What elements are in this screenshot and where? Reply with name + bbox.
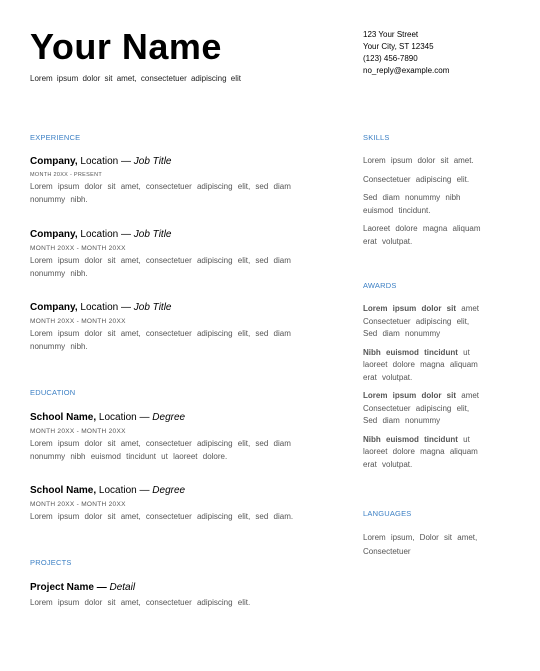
contact-city: Your City, ST 12345 <box>363 42 434 51</box>
award-item <box>363 303 485 341</box>
project-name: Project Name — <box>30 582 107 593</box>
degree: Degree <box>152 485 186 496</box>
entry-description: Lorem ipsum dolor sit amet, consectetuer adipiscing elit, sed diam nonummy nibh. <box>30 182 291 204</box>
entry-description: Lorem ipsum dolor sit amet, consectetuer adipiscing elit, sed diam. <box>30 512 294 521</box>
entry-description: Lorem ipsum dolor sit amet, consectetuer adipiscing elit. <box>30 598 251 607</box>
award-item <box>363 347 485 385</box>
education-entry <box>30 485 310 523</box>
experience-entry <box>30 156 310 206</box>
job-title: Job Title <box>133 156 172 167</box>
skill-item: Laoreet dolore magna aliquam erat volutpat. <box>363 224 481 246</box>
entry-location: Location — <box>98 485 150 496</box>
company-name: Company, <box>30 229 78 240</box>
degree: Degree <box>152 412 186 423</box>
job-title: Job Title <box>133 302 172 313</box>
award-title: Lorem ipsum dolor sit <box>363 304 457 313</box>
entry-date: MONTH 20XX - PRESENT <box>30 172 103 178</box>
skill-item: Sed diam nonummy nibh euismod tincidunt. <box>363 193 461 215</box>
section-heading-projects: PROJECTS <box>30 558 72 567</box>
company-name: Company, <box>30 302 78 313</box>
resume-name: Your Name <box>30 26 222 67</box>
section-heading-awards: AWARDS <box>363 281 397 290</box>
entry-title <box>30 302 310 313</box>
job-title: Job Title <box>133 229 172 240</box>
section-heading-skills: SKILLS <box>363 133 390 142</box>
school-name: School Name, <box>30 412 97 423</box>
entry-title <box>30 156 310 167</box>
entry-description: Lorem ipsum dolor sit amet, consectetuer adipiscing elit, sed diam nonummy nibh euismod tincidunt ut laoreet dolore. <box>30 439 291 461</box>
entry-title <box>30 229 310 240</box>
entry-date: MONTH 20XX - MONTH 20XX <box>30 318 126 325</box>
entry-description: Lorem ipsum dolor sit amet, consectetuer adipiscing elit, sed diam nonummy nibh. <box>30 329 291 351</box>
entry-title <box>30 582 310 593</box>
entry-date: MONTH 20XX - MONTH 20XX <box>30 428 126 435</box>
experience-entry <box>30 302 310 353</box>
skill-item: Lorem ipsum dolor sit amet. <box>363 156 474 165</box>
awards-list <box>363 303 485 477</box>
experience-entry <box>30 229 310 280</box>
award-title: Nibh euismod tincidunt <box>363 347 458 357</box>
skills-list <box>363 155 485 254</box>
education-entry <box>30 412 310 463</box>
school-name: School Name, <box>30 485 97 496</box>
award-item <box>363 390 485 428</box>
entry-date: MONTH 20XX - MONTH 20XX <box>30 501 126 508</box>
award-description: ut laoreet dolore magna aliquam erat volutpat. <box>363 347 478 382</box>
entry-location: Location — <box>80 302 131 313</box>
award-item <box>363 434 485 472</box>
entry-date: MONTH 20XX - MONTH 20XX <box>30 245 126 252</box>
skill-item: Consectetuer adipiscing elit. <box>363 174 470 184</box>
section-heading-experience: EXPERIENCE <box>30 133 81 142</box>
award-description: amet Consectetuer adipiscing elit, Sed diam nonummy <box>363 304 480 338</box>
entry-location: Location — <box>80 229 131 240</box>
tagline: Lorem ipsum dolor sit amet, consectetuer adipiscing elit <box>30 74 241 83</box>
entry-description: Lorem ipsum dolor sit amet, consectetuer adipiscing elit, sed diam nonummy nibh. <box>30 256 291 278</box>
award-description: amet Consectetuer adipiscing elit, Sed diam nonummy <box>363 391 480 425</box>
entry-location: Location — <box>98 412 150 423</box>
award-title: Nibh euismod tincidunt <box>363 434 458 444</box>
project-detail: Detail <box>109 582 136 593</box>
section-heading-languages: LANGUAGES <box>363 509 412 518</box>
entry-title <box>30 485 310 496</box>
contact-street: 123 Your Street <box>363 30 419 39</box>
section-heading-education: EDUCATION <box>30 388 76 397</box>
project-entry <box>30 582 310 609</box>
contact-email[interactable]: no_reply@example.com <box>363 66 450 75</box>
languages-text: Lorem ipsum, Dolor sit amet, Consectetuer <box>363 533 478 556</box>
award-description: ut laoreet dolore magna aliquam erat volutpat. <box>363 434 478 469</box>
contact-phone: (123) 456-7890 <box>363 54 418 63</box>
award-title: Lorem ipsum dolor sit <box>363 391 457 400</box>
contact-block <box>363 29 449 77</box>
entry-title <box>30 412 310 423</box>
entry-location: Location — <box>80 156 131 167</box>
company-name: Company, <box>30 156 78 167</box>
